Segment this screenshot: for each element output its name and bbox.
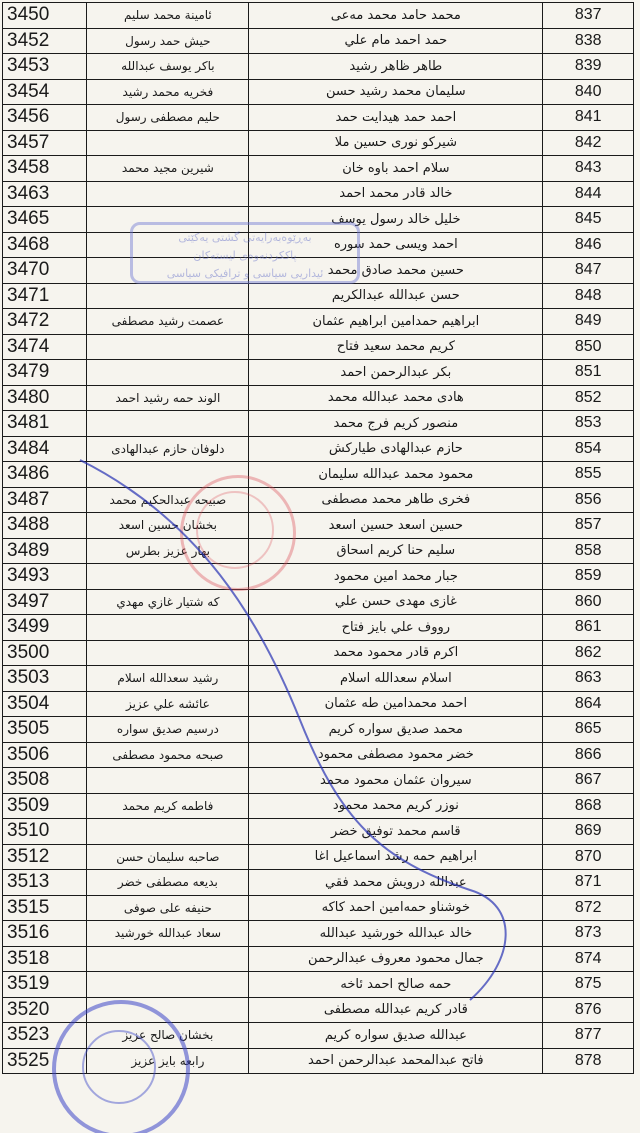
- table-row: [3, 258, 634, 284]
- table-row: [3, 79, 634, 105]
- full-name-cell: محمود محمد عبدالله سليمان: [249, 462, 543, 488]
- sequence-cell: 839: [543, 54, 634, 80]
- table-row: [3, 844, 634, 870]
- code-cell: 3505: [3, 717, 87, 743]
- stamp-line: پاککردنەوەی لیستەکان: [193, 249, 297, 262]
- secondary-name-cell: [87, 334, 249, 360]
- secondary-name-cell: [87, 946, 249, 972]
- secondary-name-cell: بديعه مصطفى خضر: [87, 870, 249, 896]
- secondary-name-cell: شيرين مجيد محمد: [87, 156, 249, 182]
- secondary-name-cell: [87, 768, 249, 794]
- secondary-name-cell: [87, 564, 249, 590]
- sequence-cell: 840: [543, 79, 634, 105]
- table-row: [3, 921, 634, 947]
- sequence-cell: 872: [543, 895, 634, 921]
- sequence-cell: 848: [543, 283, 634, 309]
- code-cell: 3456: [3, 105, 87, 131]
- table-row: [3, 895, 634, 921]
- table-row: [3, 156, 634, 182]
- full-name-cell: كريم محمد سعيد فتاح: [249, 334, 543, 360]
- secondary-name-cell: [87, 462, 249, 488]
- full-name-cell: طاهر ظاهر رشيد: [249, 54, 543, 80]
- secondary-name-cell: [87, 411, 249, 437]
- table-row: [3, 742, 634, 768]
- full-name-cell: احمد حمد هيدايت حمد: [249, 105, 543, 131]
- full-name-cell: اسلام سعدالله اسلام: [249, 666, 543, 692]
- table-row: [3, 487, 634, 513]
- sequence-cell: 865: [543, 717, 634, 743]
- sequence-cell: 845: [543, 207, 634, 233]
- code-cell: 3497: [3, 589, 87, 615]
- code-cell: 3471: [3, 283, 87, 309]
- roster-body: [3, 3, 634, 1074]
- code-cell: 3479: [3, 360, 87, 386]
- code-cell: 3457: [3, 130, 87, 156]
- sequence-cell: 862: [543, 640, 634, 666]
- full-name-cell: بكر عبدالرحمن احمد: [249, 360, 543, 386]
- secondary-name-cell: رشيد سعدالله اسلام: [87, 666, 249, 692]
- code-cell: 3474: [3, 334, 87, 360]
- table-row: [3, 385, 634, 411]
- table-row: [3, 360, 634, 386]
- sequence-cell: 875: [543, 972, 634, 998]
- sequence-cell: 863: [543, 666, 634, 692]
- stamp-line: بەڕێوەبەرایەتی گشتی یەکێتی: [178, 231, 312, 244]
- full-name-cell: احمد ويسى حمد سوره: [249, 232, 543, 258]
- table-row: [3, 564, 634, 590]
- full-name-cell: سيروان عثمان محمود محمد: [249, 768, 543, 794]
- table-row: [3, 462, 634, 488]
- full-name-cell: قاسم محمد توفيق خضر: [249, 819, 543, 845]
- secondary-name-cell: حليم مصطفى رسول: [87, 105, 249, 131]
- secondary-name-cell: الوند حمه رشيد احمد: [87, 385, 249, 411]
- sequence-cell: 852: [543, 385, 634, 411]
- full-name-cell: حمه صالح احمد ئاخه: [249, 972, 543, 998]
- secondary-name-cell: [87, 232, 249, 258]
- sequence-cell: 841: [543, 105, 634, 131]
- full-name-cell: محمد صديق سواره كريم: [249, 717, 543, 743]
- sequence-cell: 864: [543, 691, 634, 717]
- code-cell: 3465: [3, 207, 87, 233]
- full-name-cell: نوزر كريم محمد محمود: [249, 793, 543, 819]
- code-cell: 3525: [3, 1048, 87, 1074]
- code-cell: 3499: [3, 615, 87, 641]
- table-row: [3, 3, 634, 29]
- code-cell: 3470: [3, 258, 87, 284]
- sequence-cell: 867: [543, 768, 634, 794]
- full-name-cell: حمد احمد مام علي: [249, 28, 543, 54]
- secondary-name-cell: عصمت رشيد مصطفى: [87, 309, 249, 335]
- sequence-cell: 860: [543, 589, 634, 615]
- secondary-name-cell: فخريه محمد رشيد: [87, 79, 249, 105]
- sequence-cell: 847: [543, 258, 634, 284]
- table-row: [3, 411, 634, 437]
- code-cell: 3512: [3, 844, 87, 870]
- sequence-cell: 855: [543, 462, 634, 488]
- table-row: [3, 181, 634, 207]
- full-name-cell: خالد قادر محمد احمد: [249, 181, 543, 207]
- table-row: [3, 54, 634, 80]
- table-row: [3, 615, 634, 641]
- secondary-name-cell: بهار عزيز بطرس: [87, 538, 249, 564]
- code-cell: 3513: [3, 870, 87, 896]
- secondary-name-cell: كه شتيار غازي مهدي: [87, 589, 249, 615]
- full-name-cell: ابراهيم حمدامين ابراهيم عثمان: [249, 309, 543, 335]
- sequence-cell: 861: [543, 615, 634, 641]
- secondary-name-cell: حنيفه على صوفى: [87, 895, 249, 921]
- code-cell: 3454: [3, 79, 87, 105]
- full-name-cell: سليم حنا كريم اسحاق: [249, 538, 543, 564]
- sequence-cell: 856: [543, 487, 634, 513]
- sequence-cell: 874: [543, 946, 634, 972]
- secondary-name-cell: دلوفان حازم عبدالهادى: [87, 436, 249, 462]
- code-cell: 3481: [3, 411, 87, 437]
- code-cell: 3453: [3, 54, 87, 80]
- sequence-cell: 842: [543, 130, 634, 156]
- table-row: [3, 666, 634, 692]
- sequence-cell: 869: [543, 819, 634, 845]
- full-name-cell: سلام احمد باوه خان: [249, 156, 543, 182]
- full-name-cell: جمال محمود معروف عبدالرحمن: [249, 946, 543, 972]
- code-cell: 3450: [3, 3, 87, 29]
- secondary-name-cell: [87, 130, 249, 156]
- code-cell: 3488: [3, 513, 87, 539]
- table-row: [3, 334, 634, 360]
- secondary-name-cell: فاطمه كريم محمد: [87, 793, 249, 819]
- table-row: [3, 513, 634, 539]
- secondary-name-cell: باكر يوسف عبدالله: [87, 54, 249, 80]
- full-name-cell: خوشناو حمەامين احمد كاكه: [249, 895, 543, 921]
- sequence-cell: 838: [543, 28, 634, 54]
- table-row: [3, 972, 634, 998]
- secondary-name-cell: [87, 258, 249, 284]
- table-row: [3, 640, 634, 666]
- sequence-cell: 853: [543, 411, 634, 437]
- code-cell: 3500: [3, 640, 87, 666]
- table-row: [3, 793, 634, 819]
- secondary-name-cell: بخشان حسين اسعد: [87, 513, 249, 539]
- sequence-cell: 873: [543, 921, 634, 947]
- table-row: [3, 130, 634, 156]
- code-cell: 3468: [3, 232, 87, 258]
- code-cell: 3509: [3, 793, 87, 819]
- sequence-cell: 854: [543, 436, 634, 462]
- secondary-name-cell: [87, 972, 249, 998]
- full-name-cell: جبار محمد امين محمود: [249, 564, 543, 590]
- table-row: [3, 997, 634, 1023]
- secondary-name-cell: سعاد عبدالله خورشيد: [87, 921, 249, 947]
- sequence-cell: 876: [543, 997, 634, 1023]
- secondary-name-cell: [87, 640, 249, 666]
- secondary-name-cell: [87, 615, 249, 641]
- full-name-cell: محمد حامد محمد مەعى: [249, 3, 543, 29]
- secondary-name-cell: درسيم صديق سواره: [87, 717, 249, 743]
- full-name-cell: حسين محمد صادق محمد: [249, 258, 543, 284]
- table-row: [3, 870, 634, 896]
- sequence-cell: 868: [543, 793, 634, 819]
- full-name-cell: منصور كريم فرج محمد: [249, 411, 543, 437]
- table-row: [3, 691, 634, 717]
- full-name-cell: سليمان محمد رشيد حسن: [249, 79, 543, 105]
- secondary-name-cell: [87, 283, 249, 309]
- full-name-cell: هادى محمد عبدالله محمد: [249, 385, 543, 411]
- sequence-cell: 870: [543, 844, 634, 870]
- full-name-cell: ابراهيم حمه رشد اسماعيل اغا: [249, 844, 543, 870]
- table-row: [3, 436, 634, 462]
- secondary-name-cell: [87, 207, 249, 233]
- secondary-name-cell: ئامينة محمد سليم: [87, 3, 249, 29]
- full-name-cell: خضر محمود مصطفى محمود: [249, 742, 543, 768]
- secondary-name-cell: عائشه علي عزيز: [87, 691, 249, 717]
- code-cell: 3518: [3, 946, 87, 972]
- full-name-cell: حسين اسعد حسين اسعد: [249, 513, 543, 539]
- sequence-cell: 866: [543, 742, 634, 768]
- roster-table: [2, 2, 634, 1074]
- code-cell: 3519: [3, 972, 87, 998]
- code-cell: 3523: [3, 1023, 87, 1049]
- code-cell: 3515: [3, 895, 87, 921]
- secondary-name-cell: حيش حمد رسول: [87, 28, 249, 54]
- code-cell: 3503: [3, 666, 87, 692]
- stamp-line: ئیداریی سیاسی و ترافیکی سیاسی: [166, 267, 324, 280]
- secondary-name-cell: [87, 360, 249, 386]
- table-row: [3, 232, 634, 258]
- table-row: [3, 717, 634, 743]
- sequence-cell: 878: [543, 1048, 634, 1074]
- table-row: [3, 309, 634, 335]
- code-cell: 3493: [3, 564, 87, 590]
- code-cell: 3516: [3, 921, 87, 947]
- code-cell: 3520: [3, 997, 87, 1023]
- full-name-cell: رووف علي بايز فتاح: [249, 615, 543, 641]
- sequence-cell: 843: [543, 156, 634, 182]
- sequence-cell: 837: [543, 3, 634, 29]
- table-row: [3, 283, 634, 309]
- code-cell: 3472: [3, 309, 87, 335]
- table-row: [3, 768, 634, 794]
- sequence-cell: 850: [543, 334, 634, 360]
- table-row: [3, 819, 634, 845]
- sequence-cell: 871: [543, 870, 634, 896]
- full-name-cell: قادر كريم عبدالله مصطفى: [249, 997, 543, 1023]
- code-cell: 3463: [3, 181, 87, 207]
- sequence-cell: 851: [543, 360, 634, 386]
- table-row: [3, 28, 634, 54]
- secondary-name-cell: بخشان صالح عزيز: [87, 1023, 249, 1049]
- full-name-cell: حسن عبدالله عبدالكريم: [249, 283, 543, 309]
- code-cell: 3508: [3, 768, 87, 794]
- code-cell: 3510: [3, 819, 87, 845]
- secondary-name-cell: [87, 181, 249, 207]
- secondary-name-cell: صاحبه سليمان حسن: [87, 844, 249, 870]
- full-name-cell: فخرى طاهر محمد مصطفى: [249, 487, 543, 513]
- full-name-cell: عبدالله درويش محمد فقي: [249, 870, 543, 896]
- secondary-name-cell: [87, 997, 249, 1023]
- table-row: [3, 207, 634, 233]
- full-name-cell: غازى مهدى حسن علي: [249, 589, 543, 615]
- sequence-cell: 877: [543, 1023, 634, 1049]
- full-name-cell: حازم عبدالهادى طياركش: [249, 436, 543, 462]
- full-name-cell: اكرم قادر محمود محمد: [249, 640, 543, 666]
- code-cell: 3487: [3, 487, 87, 513]
- table-row: [3, 105, 634, 131]
- sequence-cell: 858: [543, 538, 634, 564]
- secondary-name-cell: رابعه بايز عزيز: [87, 1048, 249, 1074]
- secondary-name-cell: صبحه محمود مصطفى: [87, 742, 249, 768]
- code-cell: 3480: [3, 385, 87, 411]
- full-name-cell: فاتح عبدالمحمد عبدالرحمن احمد: [249, 1048, 543, 1074]
- full-name-cell: شيركو نورى حسين ملا: [249, 130, 543, 156]
- sequence-cell: 846: [543, 232, 634, 258]
- table-row: [3, 589, 634, 615]
- full-name-cell: احمد محمدامين طه عثمان: [249, 691, 543, 717]
- full-name-cell: عبدالله صديق سواره كريم: [249, 1023, 543, 1049]
- secondary-name-cell: [87, 819, 249, 845]
- table-row: [3, 1048, 634, 1074]
- sequence-cell: 849: [543, 309, 634, 335]
- table-row: [3, 946, 634, 972]
- secondary-name-cell: صبيحه عبدالحكيم محمد: [87, 487, 249, 513]
- full-name-cell: خالد عبدالله خورشيد عبدالله: [249, 921, 543, 947]
- sequence-cell: 844: [543, 181, 634, 207]
- code-cell: 3484: [3, 436, 87, 462]
- code-cell: 3486: [3, 462, 87, 488]
- code-cell: 3506: [3, 742, 87, 768]
- sequence-cell: 859: [543, 564, 634, 590]
- code-cell: 3458: [3, 156, 87, 182]
- table-row: [3, 1023, 634, 1049]
- code-cell: 3504: [3, 691, 87, 717]
- full-name-cell: خليل خالد رسول يوسف: [249, 207, 543, 233]
- table-row: [3, 538, 634, 564]
- sequence-cell: 857: [543, 513, 634, 539]
- code-cell: 3452: [3, 28, 87, 54]
- code-cell: 3489: [3, 538, 87, 564]
